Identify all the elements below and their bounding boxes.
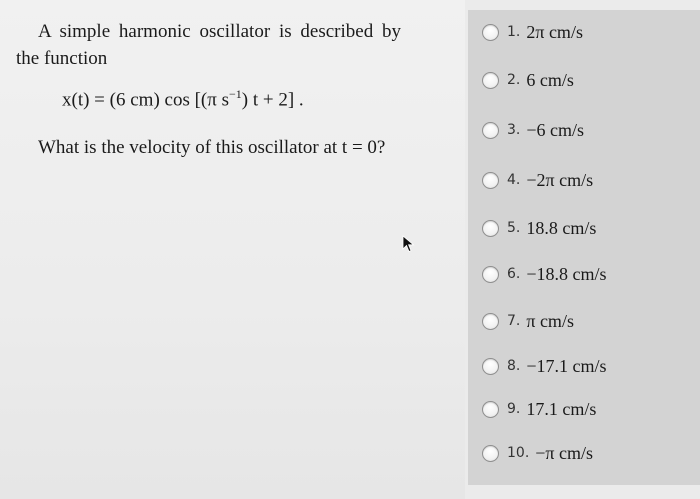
option-answer: −π cm/s <box>535 442 594 463</box>
option-number: 5. <box>507 220 521 236</box>
answer-options-panel <box>468 10 700 485</box>
radio-button[interactable] <box>482 172 499 189</box>
question-intro-text: A simple harmonic oscillator is described by the function <box>16 21 401 69</box>
question-intro <box>16 18 401 72</box>
option-answer: −2π cm/s <box>526 169 594 190</box>
option-answer: 6 cm/s <box>526 69 574 90</box>
radio-button[interactable] <box>482 122 499 139</box>
option-number: 10. <box>507 445 530 461</box>
radio-button[interactable] <box>482 313 499 330</box>
option-answer: −6 cm/s <box>526 119 585 140</box>
option-number: 9. <box>507 401 521 417</box>
question-prompt-text: What is the velocity of this oscillator at t = 0? <box>38 137 386 158</box>
option-number: 1. <box>507 24 521 40</box>
option-answer: −18.8 cm/s <box>526 263 607 284</box>
radio-button[interactable] <box>482 220 499 237</box>
formula-lhs: x(t) = (6 cm) cos [(π s <box>62 89 229 111</box>
formula-rhs: ) t + 2] . <box>241 89 304 111</box>
formula-exponent: −1 <box>228 87 242 101</box>
option-8[interactable] <box>482 353 607 379</box>
radio-button[interactable] <box>482 266 499 283</box>
option-number: 2. <box>507 72 521 88</box>
option-number: 4. <box>507 172 521 188</box>
option-answer: −17.1 cm/s <box>526 355 607 376</box>
option-number: 3. <box>507 122 521 138</box>
option-3[interactable] <box>482 117 584 143</box>
option-number: 6. <box>507 266 521 282</box>
option-9[interactable] <box>482 396 596 422</box>
radio-button[interactable] <box>482 401 499 418</box>
option-7[interactable] <box>482 308 574 334</box>
option-2[interactable] <box>482 67 574 93</box>
option-number: 8. <box>507 358 521 374</box>
option-6[interactable] <box>482 261 607 287</box>
mouse-pointer-icon <box>402 235 416 253</box>
option-10[interactable] <box>482 440 593 466</box>
radio-button[interactable] <box>482 24 499 41</box>
option-answer: 18.8 cm/s <box>526 217 597 238</box>
option-answer: 17.1 cm/s <box>526 398 597 419</box>
radio-button[interactable] <box>482 445 499 462</box>
option-1[interactable] <box>482 19 583 45</box>
option-4[interactable] <box>482 167 593 193</box>
option-number: 7. <box>507 313 521 329</box>
option-5[interactable] <box>482 215 596 241</box>
question-prompt <box>16 134 401 161</box>
radio-button[interactable] <box>482 358 499 375</box>
radio-button[interactable] <box>482 72 499 89</box>
question-formula <box>62 87 304 111</box>
option-answer: π cm/s <box>526 310 574 331</box>
option-answer: 2π cm/s <box>526 21 583 42</box>
